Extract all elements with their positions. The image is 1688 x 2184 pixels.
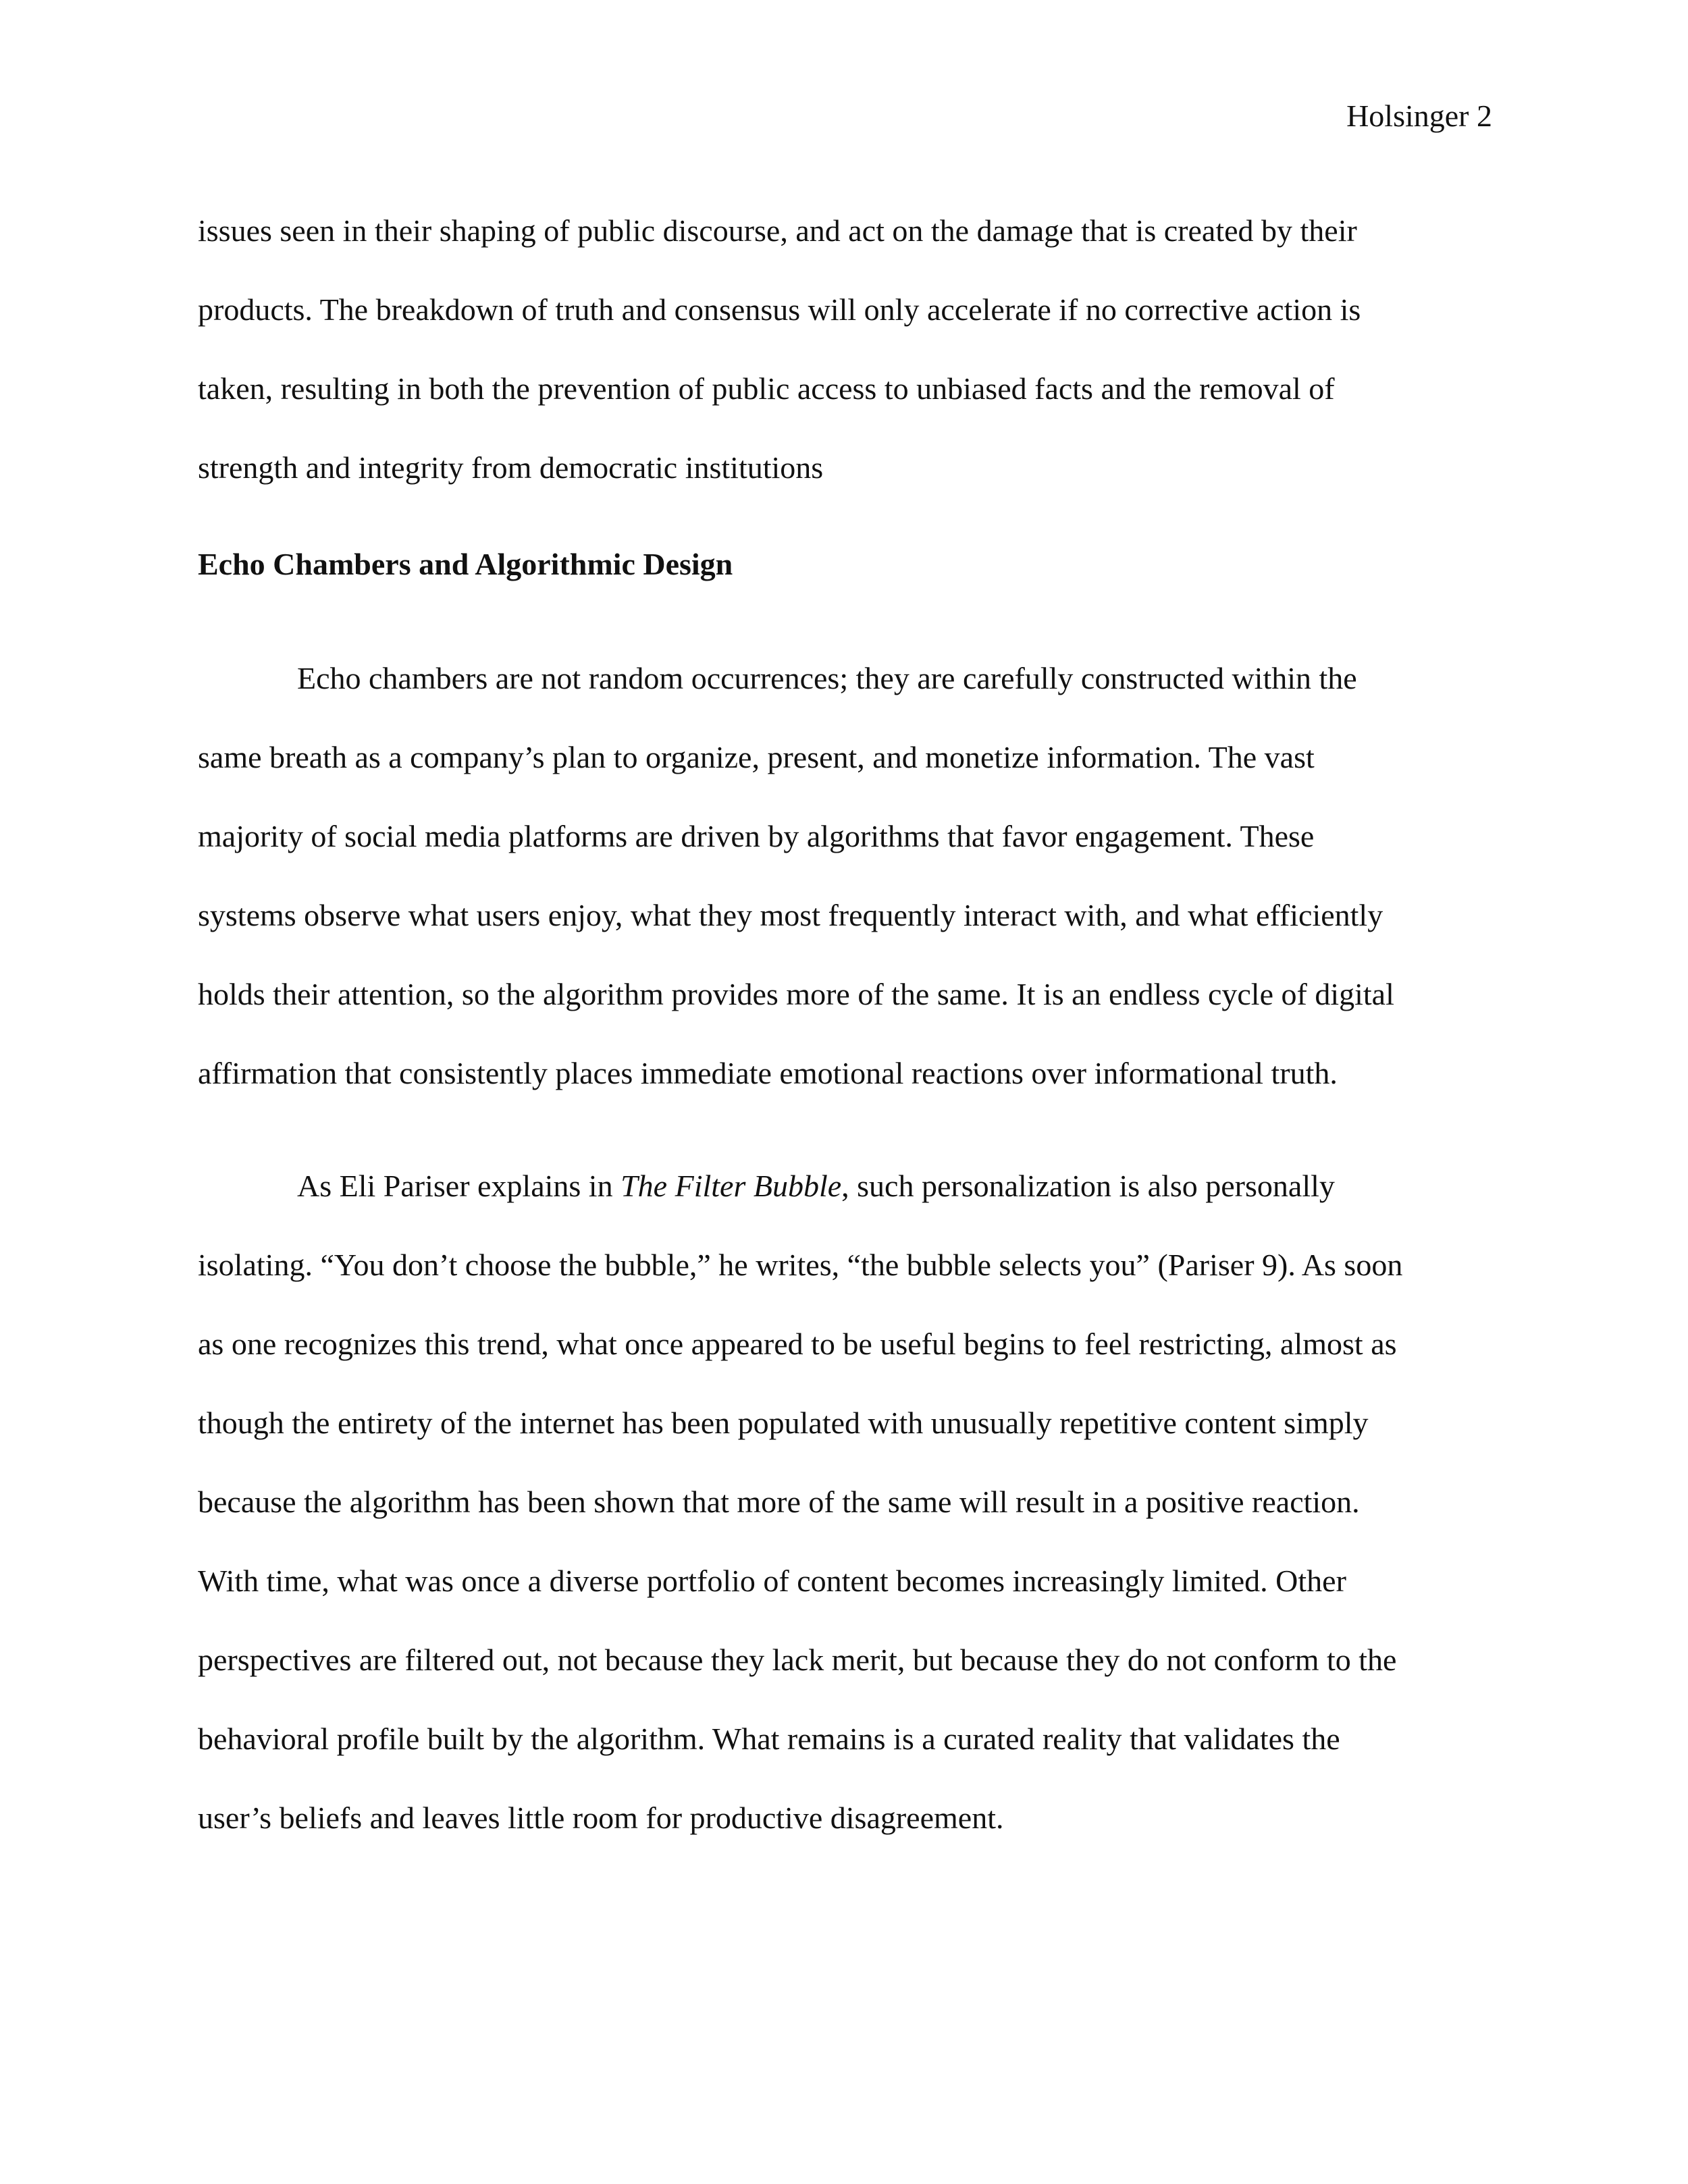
running-head: Holsinger 2	[1346, 99, 1492, 133]
text-line: majority of social media platforms are driven by algorithms that favor engagement. These	[198, 819, 1315, 853]
text-line: because the algorithm has been shown that more of the same will result in a positive reaction.	[198, 1485, 1360, 1519]
text-line: products. The breakdown of truth and consensus will only accelerate if no corrective action is	[198, 292, 1361, 327]
text-line: systems observe what users enjoy, what they most frequently interact with, and what efficiently	[198, 898, 1383, 932]
text-line: as one recognizes this trend, what once appeared to be useful begins to feel restricting, almost as	[198, 1327, 1397, 1361]
text-line: same breath as a company’s plan to organize, present, and monetize information. The vast	[198, 740, 1315, 774]
text-line: Echo chambers are not random occurrences; they are carefully constructed within the	[297, 661, 1357, 695]
text-line: though the entirety of the internet has been populated with unusually repetitive content simply	[198, 1406, 1369, 1440]
text-segment: , such personalization is also personally	[841, 1169, 1335, 1203]
text-line: holds their attention, so the algorithm provides more of the same. It is an endless cycle of digital	[198, 977, 1394, 1011]
text-segment: As Eli Pariser explains in	[297, 1169, 621, 1203]
text-line: strength and integrity from democratic institutions	[198, 450, 824, 485]
text-line: affirmation that consistently places immediate emotional reactions over informational truth.	[198, 1056, 1338, 1090]
section-heading: Echo Chambers and Algorithmic Design	[198, 547, 733, 581]
text-line: taken, resulting in both the prevention of public access to unbiased facts and the removal of	[198, 371, 1335, 406]
text-line: isolating. “You don’t choose the bubble,” he writes, “the bubble selects you” (Pariser 9). As soon	[198, 1248, 1403, 1282]
text-line: user’s beliefs and leaves little room for productive disagreement.	[198, 1801, 1004, 1835]
text-line: behavioral profile built by the algorithm. What remains is a curated reality that validates the	[198, 1722, 1340, 1756]
text-line	[198, 1146, 1494, 1225]
paragraph-intro-continuation	[198, 191, 1494, 507]
paragraph-echo-chambers	[198, 639, 1494, 1113]
text-line: perspectives are filtered out, not because they lack merit, but because they do not conform to the	[198, 1643, 1397, 1677]
paragraph-filter-bubble	[198, 1146, 1494, 1857]
text-line: With time, what was once a diverse portfolio of content becomes increasingly limited. Other	[198, 1564, 1346, 1598]
book-title: The Filter Bubble	[621, 1169, 842, 1203]
text-line: issues seen in their shaping of public discourse, and act on the damage that is created by their	[198, 213, 1357, 248]
